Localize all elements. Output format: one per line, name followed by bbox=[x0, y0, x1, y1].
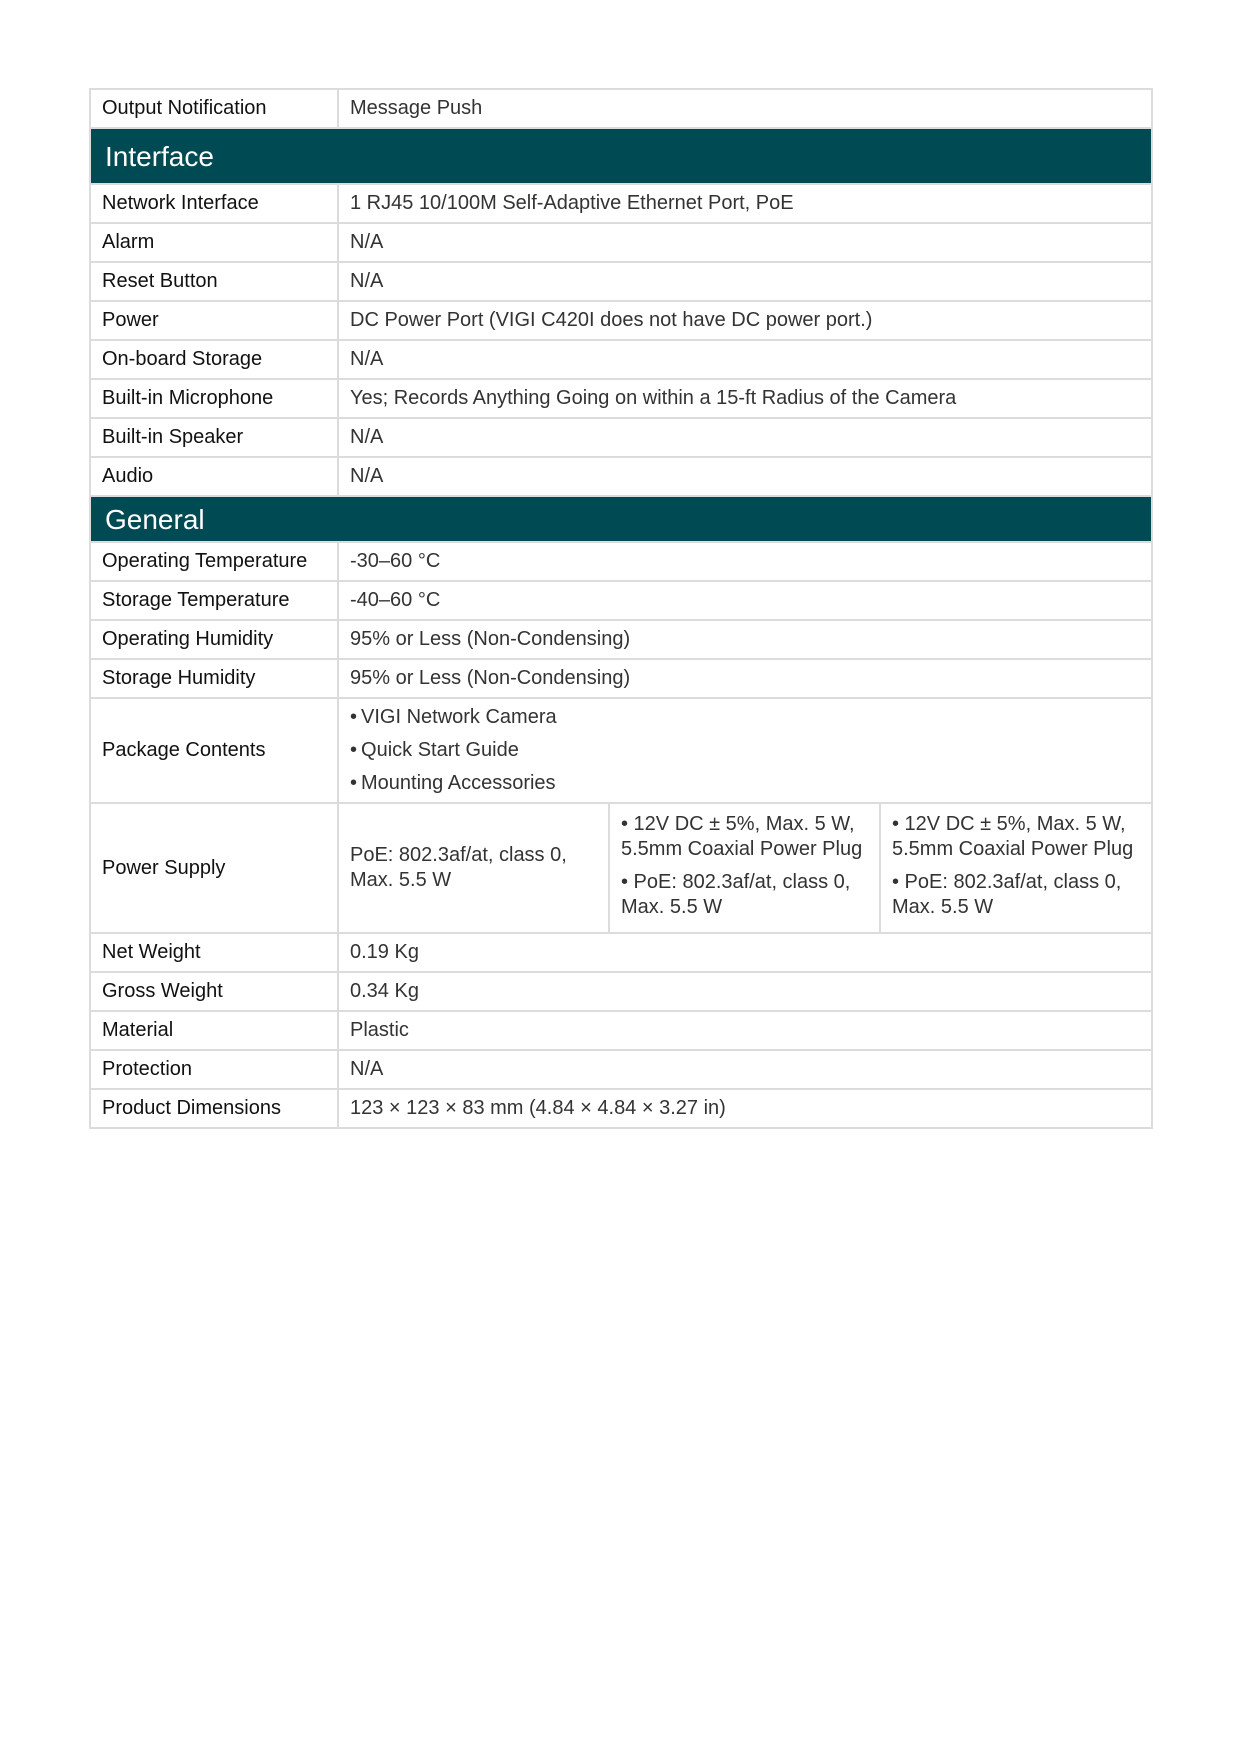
spec-value: N/A bbox=[338, 418, 1152, 457]
list-item: • 12V DC ± 5%, Max. 5 W, 5.5mm Coaxial Power Plug bbox=[621, 813, 863, 860]
bullet-icon: • bbox=[350, 739, 358, 761]
spec-label: Operating Humidity bbox=[90, 620, 338, 659]
spec-value: 0.19 Kg bbox=[338, 933, 1152, 972]
spec-value: N/A bbox=[338, 340, 1152, 379]
spec-label: Storage Humidity bbox=[90, 659, 338, 698]
spec-value: -40–60 °C bbox=[338, 581, 1152, 620]
section-header-interface bbox=[90, 128, 1152, 184]
spec-value: N/A bbox=[338, 1050, 1152, 1089]
list-item: • Mounting Accessories bbox=[350, 772, 556, 794]
spec-row bbox=[90, 301, 1152, 340]
spec-label: Built-in Microphone bbox=[90, 379, 338, 418]
spec-label: Net Weight bbox=[90, 933, 338, 972]
power-supply-option-1: PoE: 802.3af/at, class 0, Max. 5.5 W bbox=[338, 803, 609, 933]
spec-row bbox=[90, 184, 1152, 223]
spec-row bbox=[90, 933, 1152, 972]
spec-label: On-board Storage bbox=[90, 340, 338, 379]
power-supply-option-2 bbox=[609, 803, 880, 933]
list-item: • Quick Start Guide bbox=[350, 739, 519, 761]
spec-row bbox=[90, 379, 1152, 418]
spec-value: 0.34 Kg bbox=[338, 972, 1152, 1011]
spec-label: Operating Temperature bbox=[90, 542, 338, 581]
spec-label: Audio bbox=[90, 457, 338, 496]
spec-row bbox=[90, 659, 1152, 698]
spec-value: Plastic bbox=[338, 1011, 1152, 1050]
power-supply-option-3 bbox=[880, 803, 1152, 933]
spec-label: Protection bbox=[90, 1050, 338, 1089]
spec-label: Material bbox=[90, 1011, 338, 1050]
spec-label: Network Interface bbox=[90, 184, 338, 223]
spec-value: Yes; Records Anything Going on within a 15-ft Radius of the Camera bbox=[338, 379, 1152, 418]
spec-value: Message Push bbox=[338, 89, 1152, 128]
package-list bbox=[338, 698, 1152, 803]
spec-row bbox=[90, 340, 1152, 379]
spec-value: DC Power Port (VIGI C420I does not have DC power port.) bbox=[338, 301, 1152, 340]
spec-value: N/A bbox=[338, 223, 1152, 262]
spec-label: Power Supply bbox=[90, 803, 338, 933]
spec-value: -30–60 °C bbox=[338, 542, 1152, 581]
spec-label: Built-in Speaker bbox=[90, 418, 338, 457]
spec-label: Storage Temperature bbox=[90, 581, 338, 620]
spec-row-power-supply bbox=[90, 803, 1152, 933]
spec-label: Product Dimensions bbox=[90, 1089, 338, 1128]
section-header-general bbox=[90, 496, 1152, 542]
spec-label: Package Contents bbox=[90, 698, 338, 803]
spec-label: Alarm bbox=[90, 223, 338, 262]
spec-row bbox=[90, 223, 1152, 262]
spec-label: Output Notification bbox=[90, 89, 338, 128]
spec-value: 95% or Less (Non-Condensing) bbox=[338, 620, 1152, 659]
spec-row bbox=[90, 972, 1152, 1011]
spec-row-package-contents bbox=[90, 698, 1152, 803]
spec-label: Gross Weight bbox=[90, 972, 338, 1011]
spec-row bbox=[90, 620, 1152, 659]
list-item: • VIGI Network Camera bbox=[350, 706, 557, 728]
spec-row bbox=[90, 1089, 1152, 1128]
spec-label: Reset Button bbox=[90, 262, 338, 301]
spec-row bbox=[90, 581, 1152, 620]
spec-value: 95% or Less (Non-Condensing) bbox=[338, 659, 1152, 698]
list-item: • 12V DC ± 5%, Max. 5 W, 5.5mm Coaxial Power Plug bbox=[892, 813, 1134, 860]
spec-row bbox=[90, 1011, 1152, 1050]
spec-value: N/A bbox=[338, 262, 1152, 301]
spec-row bbox=[90, 262, 1152, 301]
spec-row-output-notification bbox=[90, 89, 1152, 128]
spec-value: 1 RJ45 10/100M Self-Adaptive Ethernet Port, PoE bbox=[338, 184, 1152, 223]
spec-row bbox=[90, 542, 1152, 581]
bullet-icon: • bbox=[350, 706, 358, 728]
spec-table bbox=[89, 88, 1153, 1129]
spec-value: N/A bbox=[338, 457, 1152, 496]
section-title: Interface bbox=[90, 128, 1152, 184]
spec-value: 123 × 123 × 83 mm (4.84 × 4.84 × 3.27 in) bbox=[338, 1089, 1152, 1128]
section-title: General bbox=[90, 496, 1152, 542]
spec-row bbox=[90, 418, 1152, 457]
bullet-icon: • bbox=[350, 772, 358, 794]
spec-row bbox=[90, 457, 1152, 496]
list-item: • PoE: 802.3af/at, class 0, Max. 5.5 W bbox=[621, 871, 851, 918]
list-item: • PoE: 802.3af/at, class 0, Max. 5.5 W bbox=[892, 871, 1122, 918]
spec-row bbox=[90, 1050, 1152, 1089]
spec-label: Power bbox=[90, 301, 338, 340]
